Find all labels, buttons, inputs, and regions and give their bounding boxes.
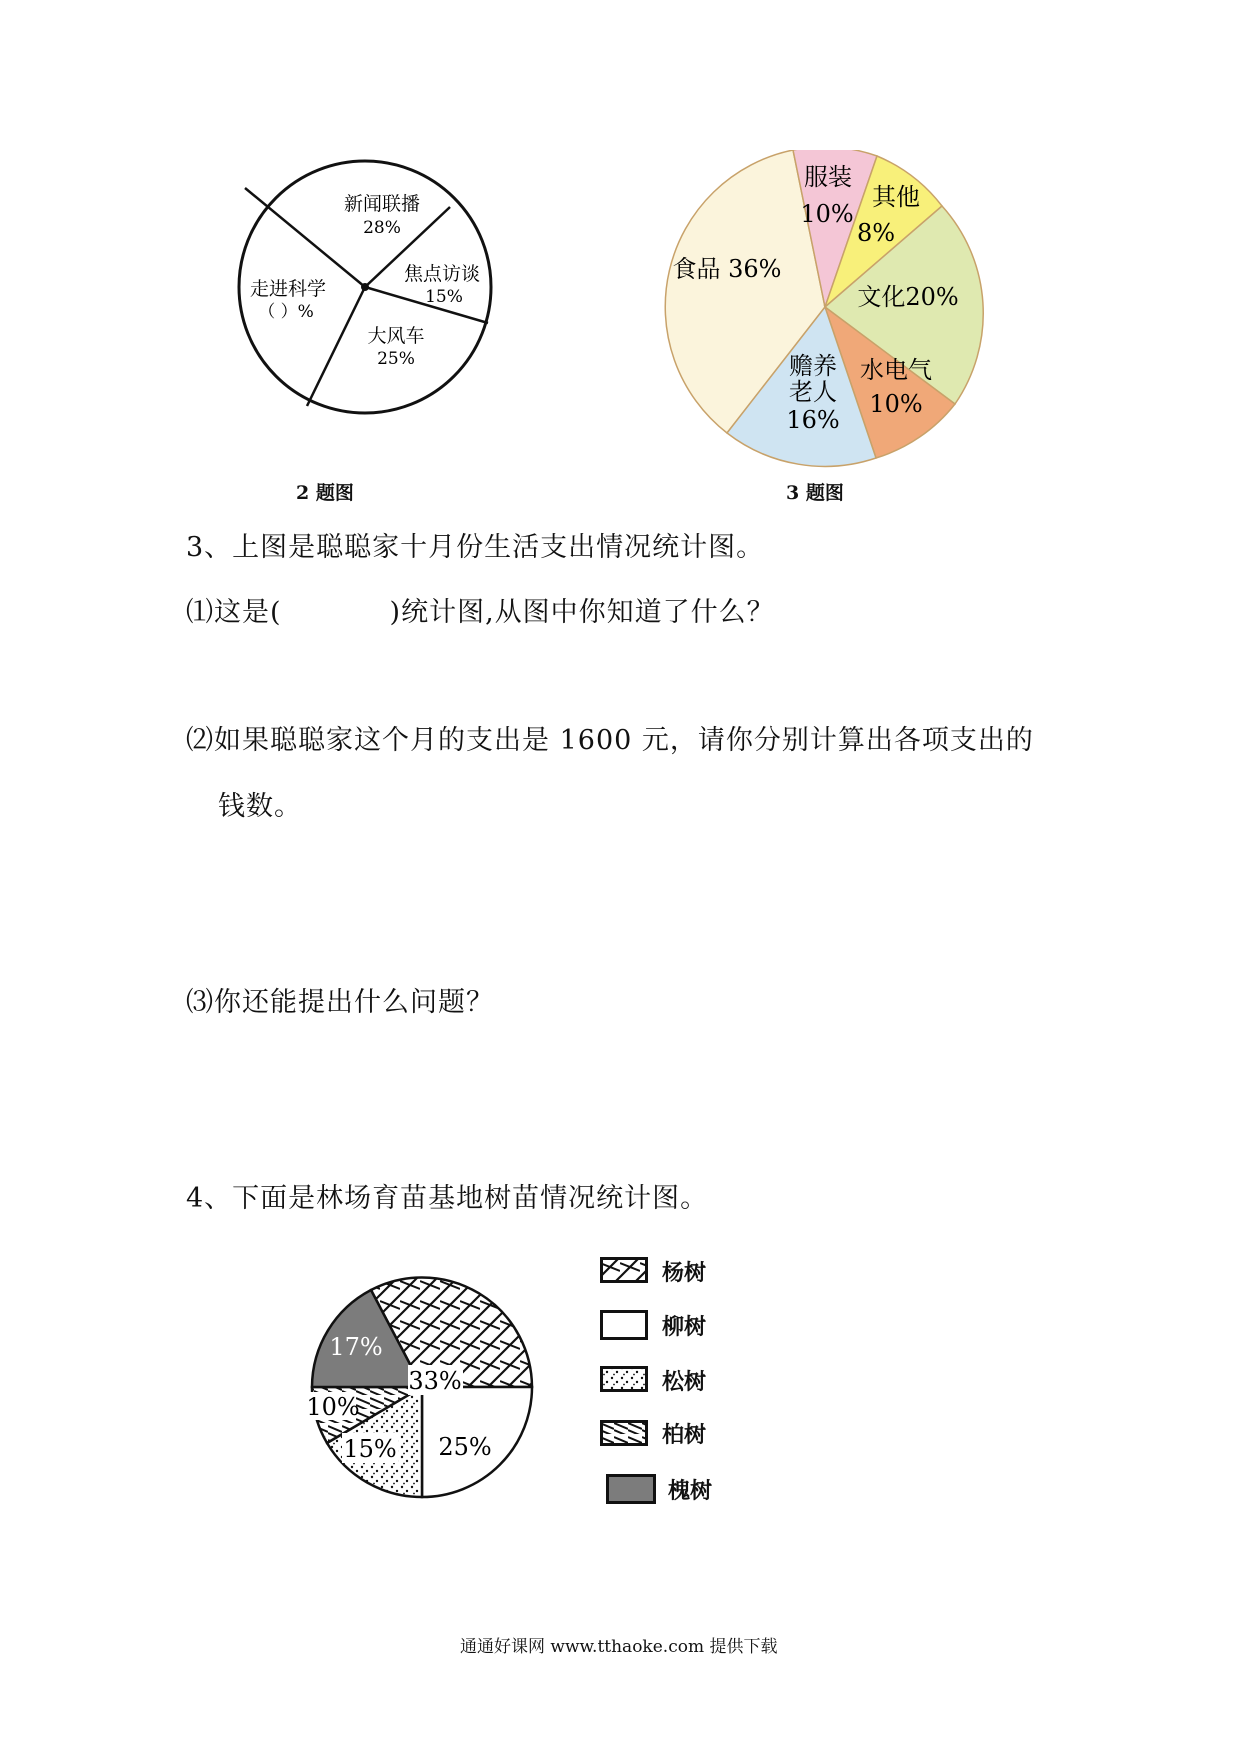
slice-value: 16% [786, 406, 840, 434]
figure-3-caption: 3 题图 [786, 482, 844, 504]
figure-2-caption: 2 题图 [296, 482, 354, 504]
figure-2-pie-chart [210, 155, 510, 465]
slice-label: 服装 [804, 163, 852, 191]
slice-label: 大风车 [367, 325, 425, 347]
slice-label-value: 食品 36% [672, 255, 782, 283]
slice-value: 17% [329, 1333, 383, 1361]
figure-4-pie-chart [300, 1255, 560, 1515]
part-1-suffix: )统计图,从图中你知道了什么？ [389, 597, 775, 628]
slice-value: 15% [425, 287, 463, 307]
slice-value: 10% [869, 390, 923, 418]
legend-label: 松树 [662, 1369, 707, 1395]
question-3-part-1 [186, 590, 775, 629]
slice-label: 赡养 [789, 352, 837, 380]
legend-label: 柏树 [662, 1422, 707, 1448]
legend-label: 杨树 [662, 1260, 707, 1286]
legend-label: 柳树 [662, 1314, 707, 1340]
question-3-part-2-line-1: ⑵如果聪聪家这个月的支出是 1600 元，请你分别计算出各项支出的 [186, 725, 1034, 756]
slice-label: 新闻联播 [343, 193, 421, 215]
legend-swatch-pine [600, 1366, 648, 1392]
page-footer: 通通好课网 www.tthaoke.com 提供下载 [460, 1637, 778, 1657]
slice-value: 25% [377, 349, 415, 369]
slice-label: 焦点访谈 [403, 263, 481, 285]
legend-swatch-cypress [600, 1420, 648, 1446]
slice-label: 老人 [789, 378, 837, 406]
slice-value: （ ）% [258, 302, 314, 322]
slice-value: 28% [363, 218, 401, 238]
figure-4-legend [600, 1250, 740, 1510]
part-1-prefix: ⑴这是( [186, 597, 282, 628]
slice-value: 10% [306, 1393, 360, 1421]
legend-swatch-willow [600, 1310, 648, 1340]
slice-value: 33% [408, 1367, 462, 1395]
pie-center-dot [361, 283, 369, 291]
slice-label-value: 文化20% [857, 283, 959, 311]
legend-swatch-poplar [600, 1257, 648, 1283]
slice-value: 8% [856, 219, 896, 247]
slice-value: 15% [343, 1435, 397, 1463]
legend-swatch-locust [606, 1474, 656, 1504]
figure-3-pie-chart [660, 150, 990, 480]
legend-label: 槐树 [668, 1478, 713, 1504]
slice-label: 走进科学 [249, 278, 327, 300]
question-3-part-3: ⑶你还能提出什么问题？ [186, 987, 494, 1018]
question-4-title: 4、下面是林场育苗基地树苗情况统计图。 [186, 1183, 709, 1214]
slice-value: 10% [800, 200, 854, 228]
slice-label: 水电气 [860, 356, 932, 384]
question-3-part-2-line-2: 钱数。 [218, 791, 302, 822]
slice-label: 其他 [872, 183, 920, 211]
question-3-title: 3、上图是聪聪家十月份生活支出情况统计图。 [186, 532, 765, 563]
slice-value: 25% [438, 1433, 492, 1461]
